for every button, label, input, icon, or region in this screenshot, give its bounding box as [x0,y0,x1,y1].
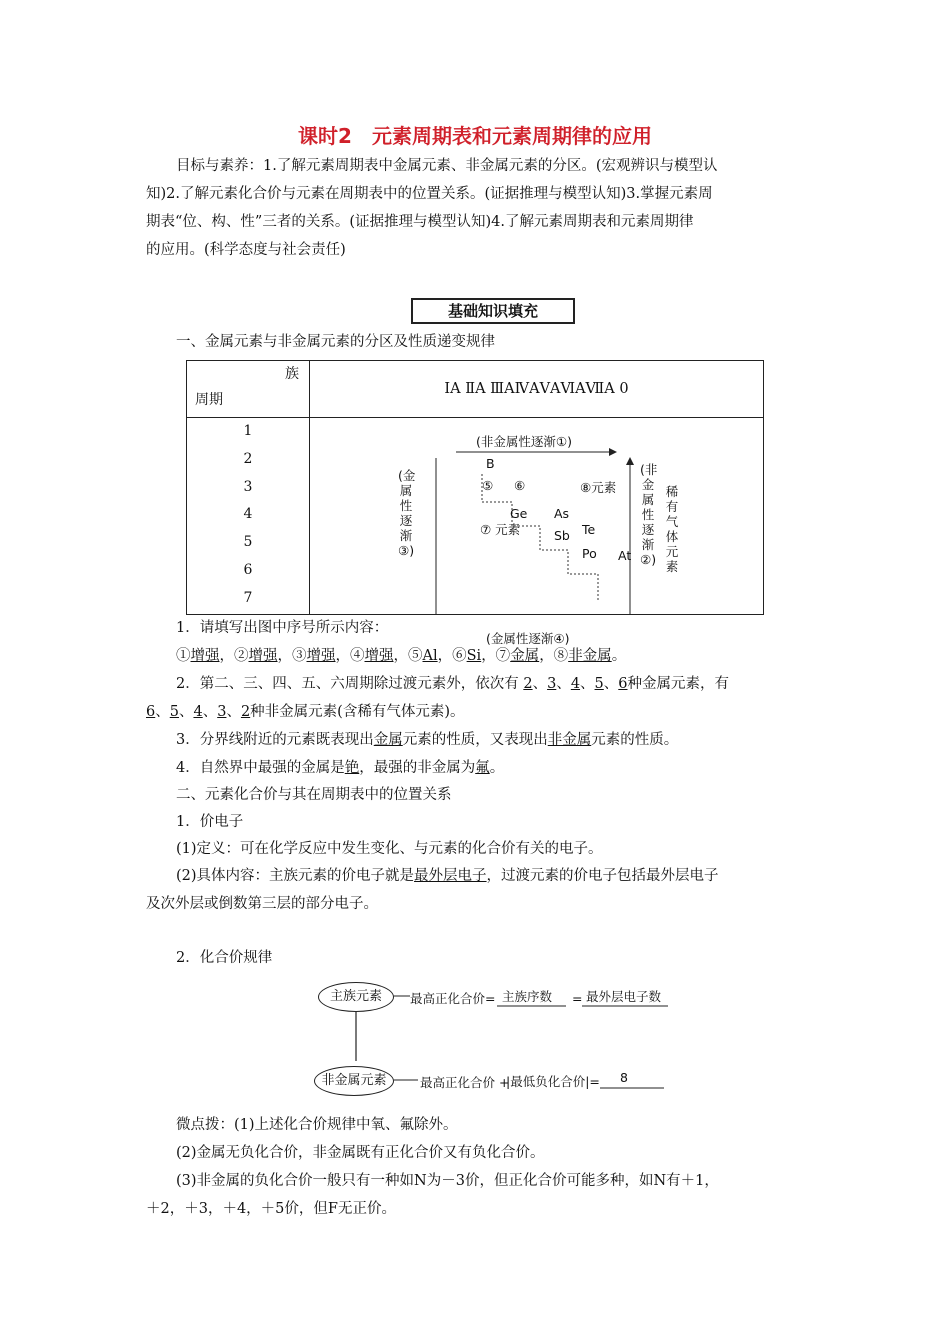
period-item: 5 [243,534,253,551]
q3-blank: 金属 [373,732,403,748]
q1-end: 。 [611,648,627,664]
element-8: ⑧元素 [580,480,617,495]
q2-blank: 4 [193,704,203,720]
intro-line: 知)2.了解元素化合价与元素在周期表中的位置关系。(证据推理与模型认知)3.掌握元素周 [146,186,713,202]
q2-blank: 6 [146,704,156,720]
tip-3a: (3)非金属的负化合价一般只有一种如N为－3价，但正化合价可能多种，如N有＋1， [176,1173,719,1189]
q1-blank: 金属 [510,648,540,664]
group-number-answer: 主族序数 [502,989,553,1004]
element-As: As [554,506,570,521]
period-item: 7 [243,589,253,606]
q2-sep: 、 [580,676,595,692]
section1-heading: 一、金属元素与非金属元素的分区及性质递变规律 [176,334,495,350]
q4-text: 。 [489,760,505,776]
q1-num: ，⑦ [481,648,511,664]
element-7: ⑦ 元素 [480,522,521,537]
intro-line: 的应用。(科学态度与社会责任) [146,242,346,258]
q1-num: ，⑤ [393,648,423,664]
tip-2: (2)金属无负化合价，非金属既有正化合价又有负化合价。 [176,1145,545,1161]
q1-blank: 增强 [248,648,278,664]
spec-text: (2)具体内容：主族元素的价电子就是 [176,868,415,884]
period-item: 6 [243,561,253,578]
q2-sep: 、 [178,704,194,720]
q2-line1 [176,670,729,698]
valence-spec-line1 [176,862,719,890]
q1-prompt: 1．请填写出图中序号所示内容： [176,620,389,636]
max-positive-label-2: 最高正化合价 + [420,1075,510,1090]
q2-sep: 、 [155,704,170,720]
q2-blank: 5 [169,704,179,720]
q3-text: 元素的性质。 [591,732,679,748]
equals-sign: = [572,991,583,1006]
q4 [176,754,504,782]
section-badge-label: 基础知识填充 [447,302,538,320]
q3-text: 3．分界线附近的元素既表现出 [176,732,374,748]
element-At: At [618,548,632,563]
element-6: ⑥ [514,478,526,493]
period-item: 4 [243,506,253,523]
groups-header: ⅠA ⅡA ⅢAⅣAⅤAⅥAⅦA 0 [310,361,764,418]
q3-blank: 非金属 [547,732,592,748]
period-item: 3 [243,478,253,495]
element-Te: Te [582,522,596,537]
q2-blank: 3 [547,676,557,692]
q4-text: 4．自然界中最强的金属是 [176,760,345,776]
table-diagram-cell [310,418,764,646]
tip-3b: ＋2，＋3，＋4，＋5价，但F无正价。 [146,1201,396,1217]
valence-heading: 1．价电子 [176,814,244,830]
valence-definition: (1)定义：可在化学反应中发生变化、与元素的化合价有关的电子。 [176,841,603,857]
element-B: B [486,456,495,471]
element-Sb: Sb [554,528,570,543]
spec-blank: 最外层电子 [414,868,487,884]
q1-blank: Al [422,648,438,664]
min-negative-label: |最低负化合价|= [506,1074,600,1089]
valence-spec-line2: 及次外层或倒数第三层的部分电子。 [146,896,378,912]
q2-blank: 5 [594,676,604,692]
page-title: 课时2 元素周期表和元素周期律的应用 [298,124,652,148]
period-item: 1 [243,423,253,439]
q4-blank: 铯 [344,760,360,776]
section2-heading: 二、元素化合价与其在周期表中的位置关系 [176,787,452,803]
intro-line: 期表“位、构、性”三者的关系。(证据推理与模型认知)4.了解元素周期表和元素周期律 [146,214,694,230]
main-group-bubble: 主族元素 [318,982,394,1012]
q1-num: ，⑧ [539,648,569,664]
q1-blank: Si [466,648,482,664]
q1-num: ，③ [277,648,307,664]
outer-electron-answer: 最外层电子数 [586,989,662,1004]
nonmetal-bubble: 非金属元素 [314,1066,394,1096]
q1-blank: 增强 [306,648,336,664]
q2-line2 [146,698,465,726]
eight-answer: 8 [620,1070,628,1085]
q2-sep: 、 [532,676,548,692]
period-list [187,418,310,615]
q4-blank: 氟 [475,760,490,776]
right-arrow-label: (非金属性逐渐②) [640,462,658,567]
q1-num: ，② [219,648,249,664]
q3-text: 元素的性质，又表现出 [402,732,548,748]
q1-blank: 非金属 [568,648,612,664]
q1-blank: 增强 [190,648,220,664]
max-positive-label: 最高正化合价= [410,991,496,1006]
q1-num: ，⑥ [437,648,467,664]
header-group: 族 [285,366,299,382]
element-Po: Po [582,546,597,561]
bottom-arrow-label: (金属性逐渐④) [486,631,570,646]
q3 [176,726,678,754]
spec-text: ，过渡元素的价电子包括最外层电子 [486,868,719,884]
q2-sep: 、 [226,704,241,720]
left-arrow-label: (金属性逐渐③) [398,468,416,558]
q1-num: ① [176,648,191,664]
q2-blank: 6 [618,676,628,692]
intro-line: 目标与素养：1.了解元素周期表中金属元素、非金属元素的分区。(宏观辨识与模型认 [176,158,718,174]
q1-num: ，④ [335,648,365,664]
q2-sep: 、 [202,704,218,720]
q2-blank: 2 [523,676,533,692]
period-item: 2 [243,450,253,467]
q2-blank: 3 [217,704,227,720]
q2-text: 种金属元素，有 [627,676,730,692]
top-arrow-label: (非金属性逐渐①) [476,434,572,449]
q2-text: 种非金属元素(含稀有气体元素)。 [250,704,465,720]
q1-blank: 增强 [364,648,394,664]
rule-heading: 2．化合价规律 [176,950,273,966]
q1-answers [176,642,626,670]
element-Ge: Ge [510,506,528,521]
q2-blank: 4 [570,676,581,692]
header-period: 周期 [195,392,223,408]
element-5: ⑤ [482,478,494,493]
tip-1: 微点拨：(1)上述化合价规律中氧、氟除外。 [176,1117,458,1133]
q2-sep: 、 [556,676,571,692]
q2-text: 2．第二、三、四、五、六周期除过渡元素外，依次有 [176,676,524,692]
section-badge [411,298,575,324]
q2-blank: 2 [240,704,251,720]
q4-text: ，最强的非金属为 [359,760,476,776]
q2-sep: 、 [603,676,619,692]
table-header-corner [187,361,310,418]
noble-gas-label: 稀有气体元素 [665,484,679,574]
intro-block [146,152,816,264]
